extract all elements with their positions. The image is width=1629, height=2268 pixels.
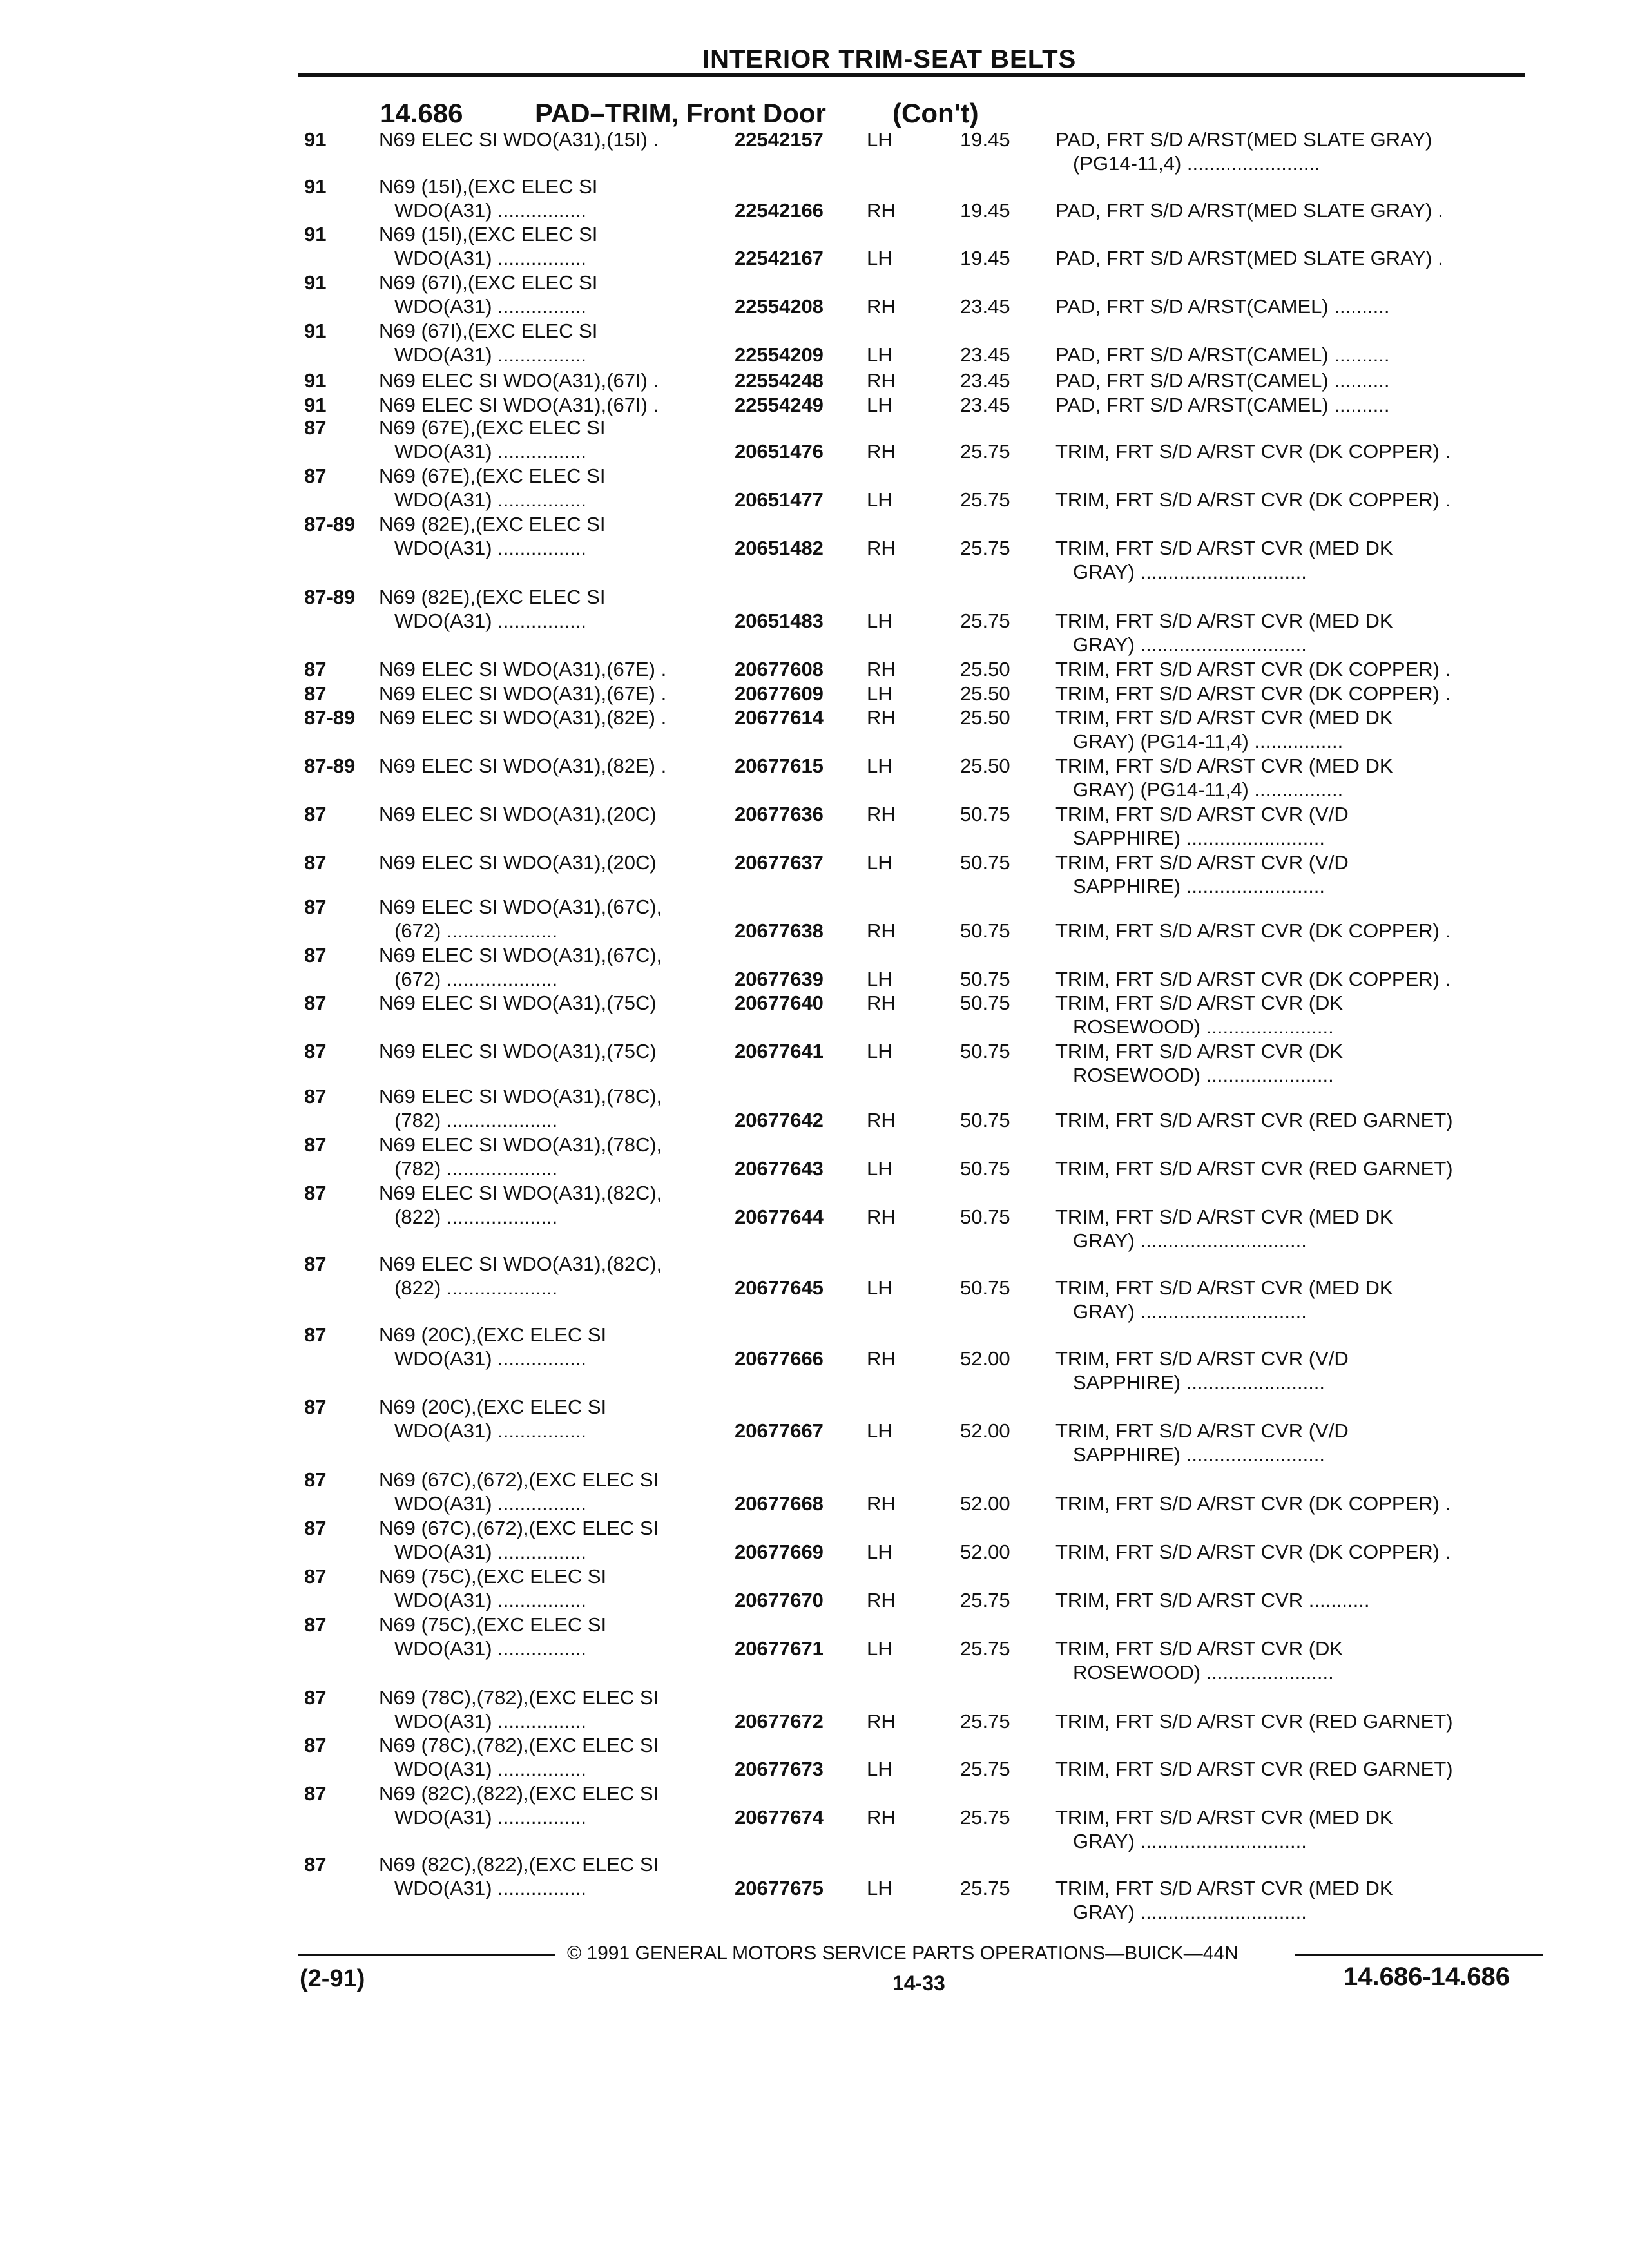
side-code: RH [867,1589,896,1611]
price: 25.75 [960,1758,1010,1780]
usage-line-1: N69 (82C),(822),(EXC ELEC SI [379,1853,659,1876]
part-number: 20677667 [735,1419,824,1442]
table-row [0,1517,1629,1563]
table-row [0,1734,1629,1780]
usage-line-1: N69 ELEC SI WDO(A31),(78C), [379,1085,662,1108]
usage-line: N69 ELEC SI WDO(A31),(67E) . [379,658,667,680]
part-number: 20677614 [735,706,824,729]
usage-line-1: N69 (67C),(672),(EXC ELEC SI [379,1517,659,1539]
table-row [0,1085,1629,1131]
price: 23.45 [960,394,1010,416]
side-code: LH [867,1541,892,1563]
part-number: 20677671 [735,1637,824,1660]
price: 23.45 [960,295,1010,318]
usage-line-1: N69 (82E),(EXC ELEC SI [379,586,606,608]
description-line-2: (PG14-11,4) ........................ [1073,152,1320,175]
model-year: 87 [304,1133,327,1156]
usage-line-1: N69 ELEC SI WDO(A31),(67C), [379,944,662,966]
table-row [0,991,1629,1038]
side-code: LH [867,1040,892,1062]
page-header-title: INTERIOR TRIM-SEAT BELTS [702,45,1077,73]
table-row [0,850,1629,898]
description-line-1: TRIM, FRT S/D A/RST CVR ........... [1055,1589,1370,1611]
model-year: 87 [304,416,327,439]
side-code: LH [867,488,892,511]
description-line-1: PAD, FRT S/D A/RST(MED SLATE GRAY) [1055,128,1432,151]
side-code: RH [867,1710,896,1733]
model-year: 91 [304,223,327,245]
usage-line-1: N69 (75C),(EXC ELEC SI [379,1565,607,1588]
side-code: RH [867,992,896,1014]
description-line-1: TRIM, FRT S/D A/RST CVR (MED DK [1055,754,1393,777]
price: 25.75 [960,1806,1010,1829]
part-number: 20677615 [735,754,824,777]
part-number: 20651483 [735,610,824,632]
usage-line-2: (822) .................... [394,1206,558,1228]
price: 50.75 [960,919,1010,942]
usage-line: N69 ELEC SI WDO(A31),(67I) . [379,369,659,392]
usage-line-1: N69 (82C),(822),(EXC ELEC SI [379,1782,659,1805]
side-code: RH [867,1347,896,1370]
model-year: 91 [304,175,327,198]
description-line-1: PAD, FRT S/D A/RST(CAMEL) .......... [1055,343,1390,366]
usage-line-1: N69 (15I),(EXC ELEC SI [379,223,598,245]
footer-rule-right [1295,1954,1543,1956]
usage-line-2: WDO(A31) ................ [394,488,586,511]
model-year: 87-89 [304,754,356,777]
part-number: 20651477 [735,488,824,511]
part-number: 20677645 [735,1276,824,1299]
side-code: LH [867,247,892,269]
part-number: 22542157 [735,128,824,151]
side-code: RH [867,199,896,222]
part-number: 22554248 [735,369,824,392]
part-number: 20677666 [735,1347,824,1370]
description-line-2: GRAY) .............................. [1073,1830,1307,1852]
part-number: 20677636 [735,803,824,825]
side-code: RH [867,369,896,392]
description-line-2: GRAY) (PG14-11,4) ................ [1073,778,1344,801]
table-row [0,175,1629,222]
model-year: 87 [304,944,327,966]
price: 25.50 [960,682,1010,705]
usage-line-1: N69 (67E),(EXC ELEC SI [379,416,606,439]
table-row [0,1782,1629,1852]
side-code: RH [867,440,896,463]
price: 52.00 [960,1541,1010,1563]
table-row [0,271,1629,318]
part-number: 20677639 [735,968,824,990]
price: 52.00 [960,1347,1010,1370]
part-number: 20677609 [735,682,824,705]
usage-line-1: N69 ELEC SI WDO(A31),(78C), [379,1133,662,1156]
description-line-1: PAD, FRT S/D A/RST(MED SLATE GRAY) . [1055,247,1443,269]
price: 19.45 [960,128,1010,151]
model-year: 87 [304,1782,327,1805]
side-code: LH [867,1637,892,1660]
usage-line-1: N69 (20C),(EXC ELEC SI [379,1396,607,1418]
table-row [0,393,1629,416]
model-year: 91 [304,271,327,294]
model-year: 87 [304,1734,327,1756]
price: 50.75 [960,1276,1010,1299]
model-year: 87 [304,851,327,874]
description-line-1: TRIM, FRT S/D A/RST CVR (DK COPPER) . [1055,919,1451,942]
description-line-2: GRAY) .............................. [1073,1229,1307,1252]
description-line-1: TRIM, FRT S/D A/RST CVR (V/D [1055,1419,1349,1442]
description-line-2: SAPPHIRE) ......................... [1073,875,1325,898]
description-line-2: GRAY) .............................. [1073,1300,1307,1323]
part-number: 20677640 [735,992,824,1014]
side-code: LH [867,610,892,632]
part-number: 20677670 [735,1589,824,1611]
usage-line-2: WDO(A31) ................ [394,295,586,318]
side-code: RH [867,1206,896,1228]
table-row [0,1182,1629,1252]
model-year: 87 [304,1613,327,1636]
price: 25.75 [960,537,1010,559]
side-code: RH [867,537,896,559]
usage-line-2: WDO(A31) ................ [394,1877,586,1899]
model-year: 91 [304,369,327,392]
part-number: 20677642 [735,1109,824,1131]
usage-line-1: N69 (20C),(EXC ELEC SI [379,1323,607,1346]
usage-line-1: N69 (75C),(EXC ELEC SI [379,1613,607,1636]
side-code: LH [867,1419,892,1442]
description-line-1: TRIM, FRT S/D A/RST CVR (DK COPPER) . [1055,682,1451,705]
description-line-1: TRIM, FRT S/D A/RST CVR (MED DK [1055,1276,1393,1299]
footer-section-range: 14.686-14.686 [1344,1963,1510,1991]
description-line-1: TRIM, FRT S/D A/RST CVR (DK COPPER) . [1055,658,1451,680]
table-row [0,1686,1629,1733]
part-number: 20677643 [735,1157,824,1180]
description-line-1: TRIM, FRT S/D A/RST CVR (DK COPPER) . [1055,488,1451,511]
table-row [0,1565,1629,1611]
table-row [0,223,1629,269]
price: 50.75 [960,851,1010,874]
description-line-1: TRIM, FRT S/D A/RST CVR (V/D [1055,1347,1349,1370]
price: 50.75 [960,803,1010,825]
usage-line-2: (672) .................... [394,968,558,990]
usage-line: N69 ELEC SI WDO(A31),(82E) . [379,754,667,777]
model-year: 87 [304,1323,327,1346]
part-number: 20677673 [735,1758,824,1780]
description-line-1: TRIM, FRT S/D A/RST CVR (DK COPPER) . [1055,440,1451,463]
part-number: 20677669 [735,1541,824,1563]
part-number: 20651482 [735,537,824,559]
model-year: 87 [304,896,327,918]
description-line-1: TRIM, FRT S/D A/RST CVR (MED DK [1055,537,1393,559]
description-line-1: TRIM, FRT S/D A/RST CVR (RED GARNET) [1055,1710,1453,1733]
usage-line-2: WDO(A31) ................ [394,1710,586,1733]
side-code: RH [867,658,896,680]
usage-line-2: WDO(A31) ................ [394,1419,586,1442]
description-line-1: TRIM, FRT S/D A/RST CVR (RED GARNET) [1055,1157,1453,1180]
model-year: 91 [304,128,327,151]
part-number: 20677675 [735,1877,824,1899]
model-year: 87-89 [304,586,356,608]
usage-line-2: WDO(A31) ................ [394,1541,586,1563]
usage-line-2: WDO(A31) ................ [394,440,586,463]
table-row [0,416,1629,463]
model-year: 87-89 [304,706,356,729]
description-line-1: TRIM, FRT S/D A/RST CVR (DK [1055,1637,1344,1660]
description-line-2: SAPPHIRE) ......................... [1073,1443,1325,1466]
side-code: LH [867,968,892,990]
side-code: LH [867,1758,892,1780]
side-code: RH [867,295,896,318]
section-continued: (Con't) [892,98,979,128]
description-line-1: TRIM, FRT S/D A/RST CVR (MED DK [1055,610,1393,632]
price: 23.45 [960,343,1010,366]
part-number: 20677608 [735,658,824,680]
description-line-2: ROSEWOOD) ....................... [1073,1661,1334,1684]
description-line-1: TRIM, FRT S/D A/RST CVR (MED DK [1055,1206,1393,1228]
usage-line-2: WDO(A31) ................ [394,247,586,269]
description-line-1: TRIM, FRT S/D A/RST CVR (DK COPPER) . [1055,1492,1451,1515]
model-year: 87 [304,1686,327,1709]
price: 19.45 [960,199,1010,222]
model-year: 87 [304,1565,327,1588]
table-row [0,1853,1629,1923]
model-year: 91 [304,394,327,416]
model-year: 87 [304,992,327,1014]
model-year: 87 [304,1468,327,1491]
price: 25.75 [960,488,1010,511]
footer-rule-left [298,1954,555,1956]
usage-line-1: N69 ELEC SI WDO(A31),(67C), [379,896,662,918]
usage-line: N69 ELEC SI WDO(A31),(15I) . [379,128,659,151]
model-year: 87 [304,1396,327,1418]
description-line-1: TRIM, FRT S/D A/RST CVR (MED DK [1055,1806,1393,1829]
usage-line-2: (822) .................... [394,1276,558,1299]
part-number: 20677644 [735,1206,824,1228]
part-number: 20677672 [735,1710,824,1733]
side-code: LH [867,754,892,777]
model-year: 87 [304,1182,327,1204]
price: 50.75 [960,992,1010,1014]
price: 25.75 [960,1710,1010,1733]
usage-line-2: WDO(A31) ................ [394,1637,586,1660]
description-line-2: GRAY) .............................. [1073,1901,1307,1923]
usage-line-2: WDO(A31) ................ [394,1589,586,1611]
description-line-1: TRIM, FRT S/D A/RST CVR (V/D [1055,803,1349,825]
description-line-1: TRIM, FRT S/D A/RST CVR (DK COPPER) . [1055,968,1451,990]
side-code: LH [867,343,892,366]
side-code: RH [867,1109,896,1131]
part-number: 20677637 [735,851,824,874]
side-code: RH [867,1492,896,1515]
table-row [0,586,1629,656]
usage-line: N69 ELEC SI WDO(A31),(67E) . [379,682,667,705]
part-number: 22554209 [735,343,824,366]
table-row [0,802,1629,849]
description-line-1: TRIM, FRT S/D A/RST CVR (V/D [1055,851,1349,874]
model-year: 91 [304,320,327,342]
part-number: 22554249 [735,394,824,416]
description-line-1: PAD, FRT S/D A/RST(MED SLATE GRAY) . [1055,199,1443,222]
description-line-1: TRIM, FRT S/D A/RST CVR (MED DK [1055,1877,1393,1899]
price: 50.75 [960,1109,1010,1131]
model-year: 87 [304,1040,327,1062]
part-number: 22554208 [735,295,824,318]
side-code: LH [867,851,892,874]
price: 50.75 [960,1040,1010,1062]
side-code: LH [867,394,892,416]
description-line-1: TRIM, FRT S/D A/RST CVR (MED DK [1055,706,1393,729]
table-row [0,944,1629,990]
price: 23.45 [960,369,1010,392]
footer-date: (2-91) [300,1965,365,1992]
usage-line-1: N69 (15I),(EXC ELEC SI [379,175,598,198]
description-line-2: GRAY) .............................. [1073,633,1307,656]
table-row [0,657,1629,680]
usage-line: N69 ELEC SI WDO(A31),(67I) . [379,394,659,416]
price: 25.75 [960,1877,1010,1899]
side-code: LH [867,128,892,151]
model-year: 87 [304,803,327,825]
price: 50.75 [960,1206,1010,1228]
model-year: 87 [304,1517,327,1539]
side-code: RH [867,1806,896,1829]
model-year: 87 [304,682,327,705]
description-line-2: ROSEWOOD) ....................... [1073,1015,1334,1038]
model-year: 87 [304,1085,327,1108]
part-number: 20677668 [735,1492,824,1515]
price: 25.75 [960,610,1010,632]
usage-line-2: WDO(A31) ................ [394,343,586,366]
footer-copyright: © 1991 GENERAL MOTORS SERVICE PARTS OPERATIONS—BUICK—44N [567,1943,1239,1964]
price: 25.75 [960,1589,1010,1611]
part-number: 20651476 [735,440,824,463]
usage-line-1: N69 (67E),(EXC ELEC SI [379,465,606,487]
description-line-1: TRIM, FRT S/D A/RST CVR (DK [1055,992,1344,1014]
description-line-2: ROSEWOOD) ....................... [1073,1064,1334,1086]
usage-line-2: (782) .................... [394,1157,558,1180]
table-row [0,1039,1629,1086]
price: 25.75 [960,440,1010,463]
side-code: LH [867,1276,892,1299]
footer-page-number: 14-33 [892,1972,945,1995]
usage-line-1: N69 (67I),(EXC ELEC SI [379,271,598,294]
model-year: 87 [304,1853,327,1876]
side-code: LH [867,1157,892,1180]
model-year: 87 [304,465,327,487]
usage-line-2: (782) .................... [394,1109,558,1131]
model-year: 87 [304,1253,327,1275]
usage-line-2: WDO(A31) ................ [394,1492,586,1515]
description-line-1: PAD, FRT S/D A/RST(CAMEL) .......... [1055,295,1390,318]
side-code: LH [867,1877,892,1899]
header-rule [298,73,1525,77]
model-year: 87 [304,658,327,680]
usage-line-2: (672) .................... [394,919,558,942]
description-line-1: TRIM, FRT S/D A/RST CVR (RED GARNET) [1055,1758,1453,1780]
description-line-2: SAPPHIRE) ......................... [1073,827,1325,849]
price: 25.75 [960,1637,1010,1660]
price: 25.50 [960,754,1010,777]
usage-line: N69 ELEC SI WDO(A31),(75C) [379,992,657,1014]
usage-line: N69 ELEC SI WDO(A31),(82E) . [379,706,667,729]
usage-line-2: WDO(A31) ................ [394,1347,586,1370]
description-line-1: PAD, FRT S/D A/RST(CAMEL) .......... [1055,394,1390,416]
price: 52.00 [960,1492,1010,1515]
usage-line-2: WDO(A31) ................ [394,610,586,632]
usage-line-1: N69 (78C),(782),(EXC ELEC SI [379,1734,659,1756]
usage-line: N69 ELEC SI WDO(A31),(75C) [379,1040,657,1062]
part-number: 20677674 [735,1806,824,1829]
usage-line-1: N69 (67C),(672),(EXC ELEC SI [379,1468,659,1491]
model-year: 87-89 [304,513,356,535]
price: 50.75 [960,1157,1010,1180]
description-line-1: TRIM, FRT S/D A/RST CVR (DK [1055,1040,1344,1062]
usage-line-1: N69 (82E),(EXC ELEC SI [379,513,606,535]
part-number: 20677641 [735,1040,824,1062]
usage-line: N69 ELEC SI WDO(A31),(20C) [379,851,657,874]
side-code: RH [867,803,896,825]
price: 25.50 [960,658,1010,680]
usage-line-1: N69 (78C),(782),(EXC ELEC SI [379,1686,659,1709]
side-code: RH [867,706,896,729]
description-line-1: TRIM, FRT S/D A/RST CVR (DK COPPER) . [1055,1541,1451,1563]
section-number: 14.686 [380,98,463,128]
description-line-2: SAPPHIRE) ......................... [1073,1371,1325,1394]
side-code: LH [867,682,892,705]
usage-line-1: N69 ELEC SI WDO(A31),(82C), [379,1182,662,1204]
usage-line-2: WDO(A31) ................ [394,199,586,222]
description-line-1: PAD, FRT S/D A/RST(CAMEL) .......... [1055,369,1390,392]
usage-line-2: WDO(A31) ................ [394,537,586,559]
description-line-1: TRIM, FRT S/D A/RST CVR (RED GARNET) [1055,1109,1453,1131]
table-row [0,513,1629,583]
usage-line: N69 ELEC SI WDO(A31),(20C) [379,803,657,825]
price: 19.45 [960,247,1010,269]
part-number: 20677638 [735,919,824,942]
usage-line-1: N69 ELEC SI WDO(A31),(82C), [379,1253,662,1275]
section-title: PAD–TRIM, Front Door [535,98,826,128]
description-line-2: GRAY) .............................. [1073,561,1307,583]
description-line-2: GRAY) (PG14-11,4) ................ [1073,730,1344,753]
price: 50.75 [960,968,1010,990]
part-number: 22542167 [735,247,824,269]
price: 25.50 [960,706,1010,729]
side-code: RH [867,919,896,942]
price: 52.00 [960,1419,1010,1442]
usage-line-2: WDO(A31) ................ [394,1758,586,1780]
part-number: 22542166 [735,199,824,222]
usage-line-2: WDO(A31) ................ [394,1806,586,1829]
usage-line-1: N69 (67I),(EXC ELEC SI [379,320,598,342]
